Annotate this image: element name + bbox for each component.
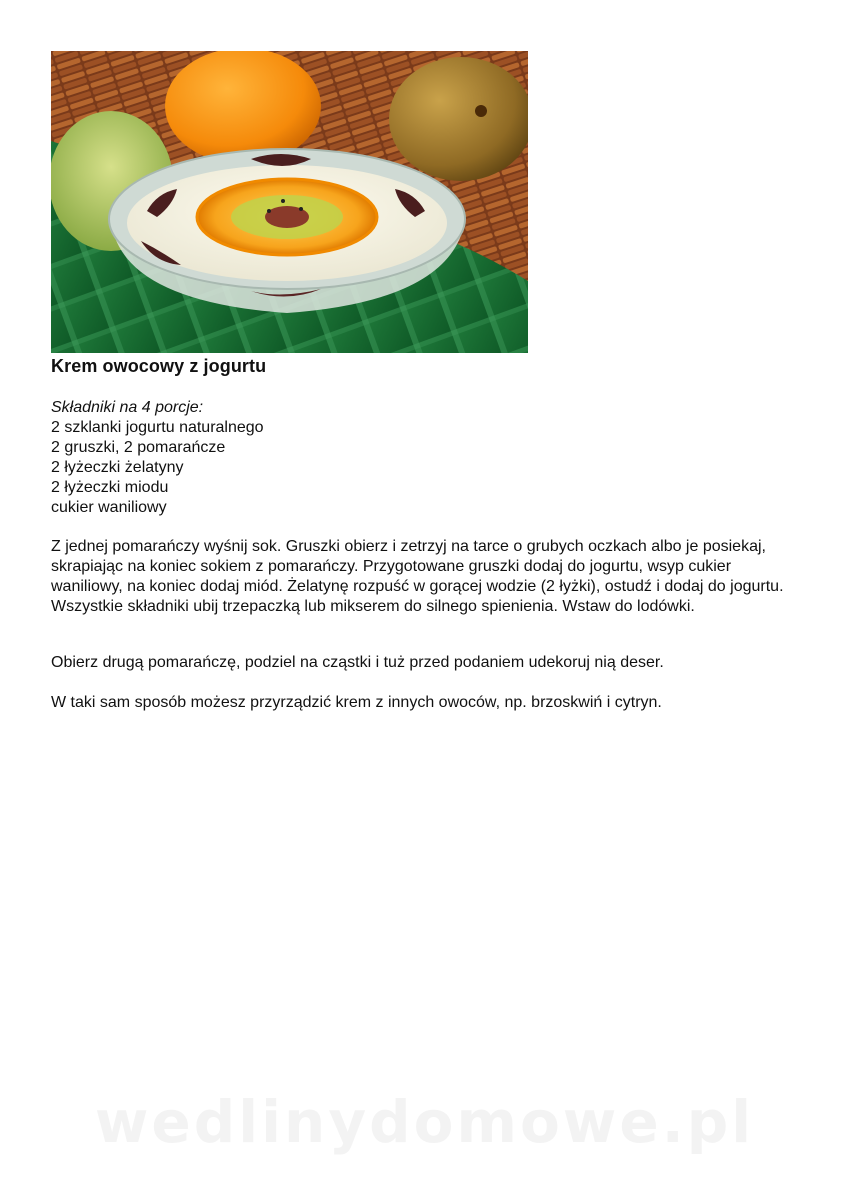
ingredient-item: 2 łyżeczki miodu bbox=[51, 479, 169, 496]
variation-paragraph: W taki sam sposób możesz przyrządzić krem z innych owoców, np. brzoskwiń i cytryn. bbox=[51, 694, 662, 711]
ingredient-item: 2 szklanki jogurtu naturalnego bbox=[51, 419, 264, 436]
ingredient-item: 2 łyżeczki żelatyny bbox=[51, 459, 184, 476]
ingredients-list bbox=[51, 398, 264, 518]
ingredients-heading: Składniki na 4 porcje: bbox=[51, 399, 204, 416]
ingredient-item: cukier waniliowy bbox=[51, 499, 167, 516]
instructions-paragraph: Z jednej pomarańczy wyśnij sok. Gruszki obierz i zetrzyj na tarce o grubych oczkach albo je posiekaj, skrapiając na koniec sokiem z pomarańczy. Przygotowane gruszki dodaj do jogurtu, wsyp cukier waniliowy, na koniec dodaj miód. Żelatynę rozpuść w gorącej wodzie (2 łyżki), ostudź i dodaj do jogurtu. Wszystkie składniki ubij trzepaczką lub mikserem do silnego spienienia. Wstaw do lodówki. bbox=[51, 538, 784, 615]
recipe-title: Krem owocowy z jogurtu bbox=[51, 356, 267, 376]
ingredient-item: 2 gruszki, 2 pomarańcze bbox=[51, 439, 226, 456]
dessert-photo bbox=[51, 51, 528, 353]
serving-paragraph: Obierz drugą pomarańczę, podziel na cząstki i tuż przed podaniem udekoruj nią deser. bbox=[51, 654, 664, 671]
watermark: wedlinydomowe.pl bbox=[94, 1088, 755, 1156]
